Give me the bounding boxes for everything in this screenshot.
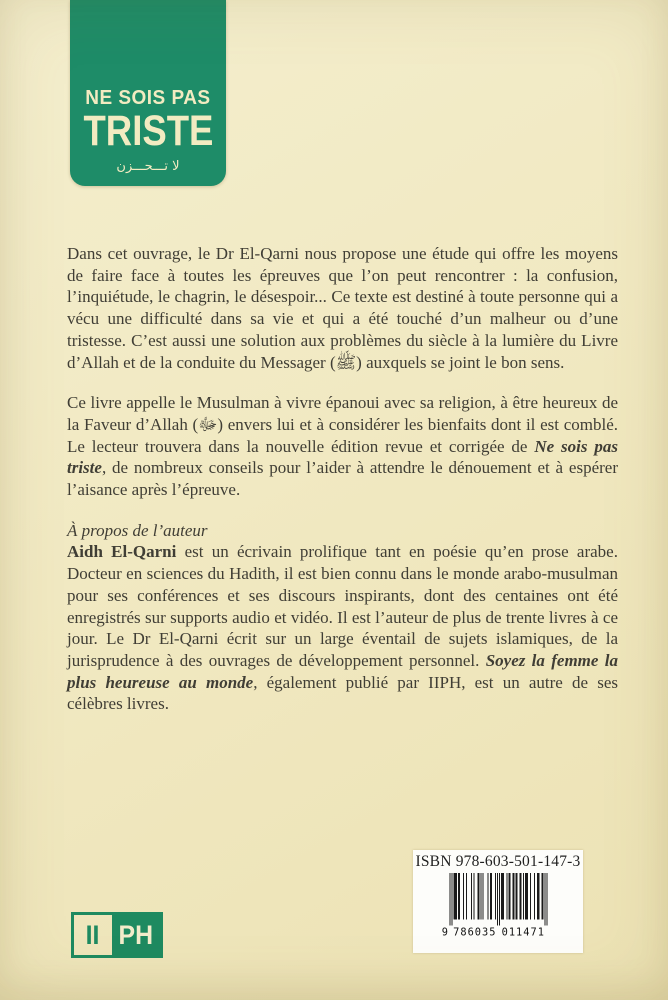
svg-text:8: 8 — [460, 926, 467, 938]
blurb-paragraph: Aidh El-Qarni est un écrivain prolifique tant en poésie qu’en prose arabe. Docteur en sciences du Hadith, il est bien connu dans le monde arabo-musulman pour ses conférences et ses discours inspirants, dont des centaines ont été enregistrés sur supports audio et vidéo. Il est l’auteur de plus de trente livres à ce jour. Le Dr El-Qarni écrit sur un large éventail de sujets islamiques, de la jurisprudence à des ouvrages de développement personnel. Soyez la femme la plus heureuse au monde, également publié par IIPH, est un autre de ses célèbres livres. — [67, 542, 618, 714]
svg-text:6: 6 — [467, 926, 474, 938]
title-banner — [70, 0, 226, 186]
iiph-logo-ii-text: II — [86, 919, 100, 950]
svg-text:1: 1 — [508, 926, 516, 938]
title-line-1: NE SOIS PAS — [85, 87, 211, 110]
svg-text:3: 3 — [482, 926, 489, 938]
barcode-panel — [413, 850, 583, 953]
svg-text:5: 5 — [489, 926, 496, 938]
iiph-logo — [71, 912, 163, 958]
svg-text:9: 9 — [441, 926, 448, 938]
blurb-paragraph: Ce livre appelle le Musulman à vivre épanoui avec sa religion, à être heureux de la Faveur d’Allah (ﷻ) envers lui et à considérer les bienfaits dont il est comblé. Le lecteur trouvera dans la nouvelle édition revue et corrigée de Ne sois pas triste, de nombreux conseils pour l’aider à attendre le dénouement et à espérer l’aisance après l’épreuve. — [67, 393, 618, 500]
back-cover-blurb — [67, 243, 618, 734]
title-arabic-text: لا تـــحـــزن — [116, 159, 180, 174]
svg-text:1: 1 — [516, 926, 523, 938]
blurb-paragraph: Dans cet ouvrage, le Dr El-Qarni nous propose une étude qui offre les moyens de faire face à toutes les épreuves que l’on peut rencontrer : la confusion, l’inquiétude, le chagrin, le désespoir... Ce texte est destiné à toute personne qui a vécu une difficulté dans sa vie et qui a été touché d’un malheur ou d’une tristesse. C’est aussi une solution aux problèmes du siècle à la lumière du Livre d’Allah et de la conduite du Messager (ﷺ) auxquels se joint le bon sens. — [67, 244, 618, 372]
iiph-logo-left-cell — [74, 915, 112, 955]
svg-text:4: 4 — [523, 926, 530, 938]
svg-text:1: 1 — [537, 926, 544, 938]
about-author-heading: À propos de l’auteur — [67, 520, 208, 540]
iiph-logo-right-cell — [112, 915, 160, 955]
ean13-barcode — [420, 872, 576, 938]
title-line-2: TRISTE — [83, 107, 213, 156]
svg-text:7: 7 — [530, 926, 537, 938]
iiph-logo-ph-text: PH — [118, 919, 154, 950]
svg-text:0: 0 — [474, 926, 481, 938]
svg-text:7: 7 — [453, 926, 460, 938]
svg-text:0: 0 — [501, 926, 508, 938]
isbn-label: ISBN 978-603-501-147-3 — [415, 853, 581, 870]
